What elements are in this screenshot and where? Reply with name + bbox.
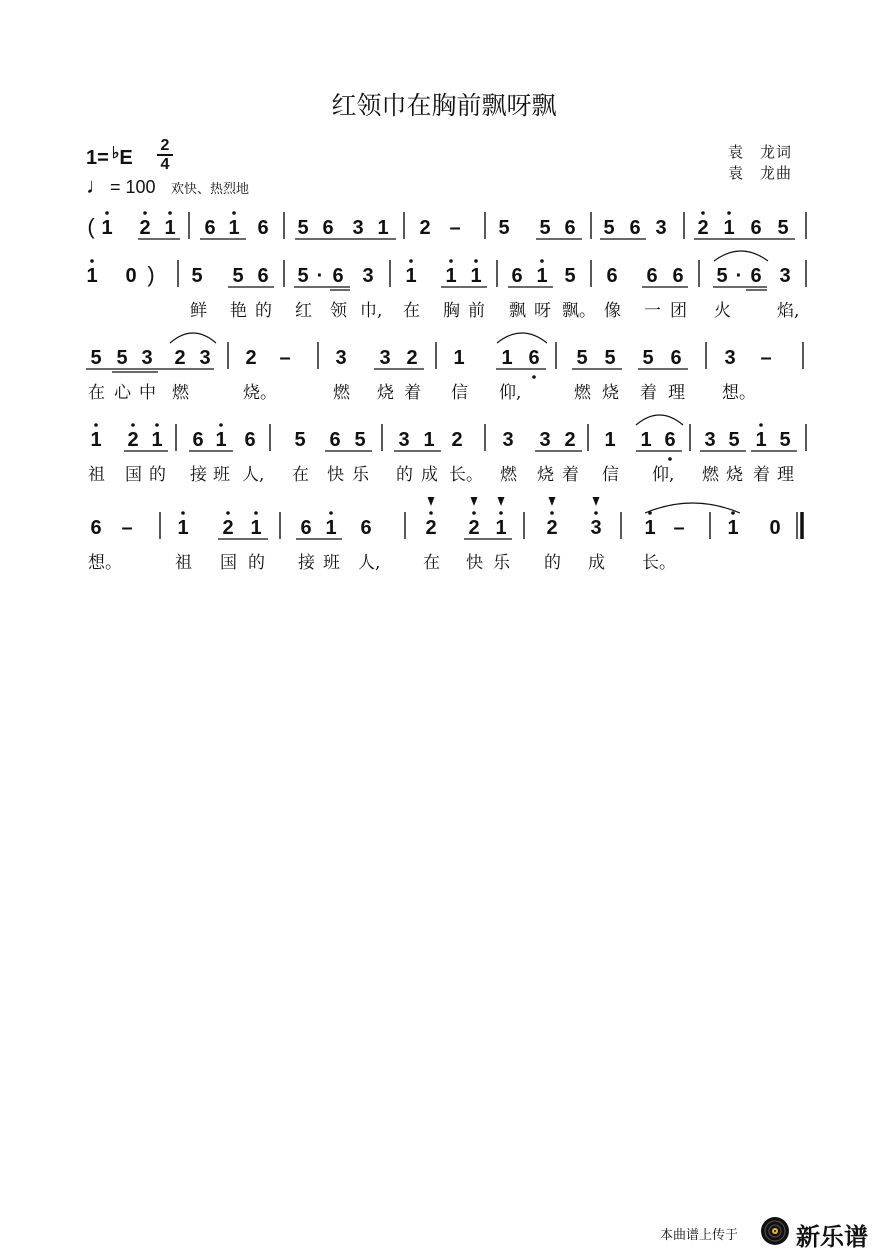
note: 1 <box>501 347 513 369</box>
note: 3 <box>724 347 736 369</box>
lyric-syllable: 长。 <box>642 553 676 573</box>
lyric-syllable: 胸 <box>443 301 460 321</box>
note: 1 <box>151 429 163 451</box>
lyric-syllable: 着 <box>753 465 770 485</box>
note: 6 <box>360 517 372 539</box>
octave-dot-above <box>429 511 433 515</box>
note: 6 <box>244 429 256 451</box>
lyric-syllable: 在 <box>423 553 440 573</box>
note: 2 <box>139 217 151 239</box>
note: 1 <box>644 517 656 539</box>
lyric-syllable: 的 <box>396 465 413 485</box>
note: 3 <box>141 347 153 369</box>
note: 5 <box>716 265 728 287</box>
octave-dot-above <box>155 423 159 427</box>
lyric-syllable: 领 <box>330 301 347 321</box>
lyric-syllable: 祖 <box>88 465 105 485</box>
lyric-syllable: 烧 <box>602 383 619 403</box>
note: 5 <box>116 347 128 369</box>
note: 2 <box>245 347 257 369</box>
note: 5 <box>539 217 551 239</box>
octave-dot-below <box>668 457 672 461</box>
note: 1 <box>495 517 507 539</box>
slur-tie <box>645 503 740 513</box>
note: 5 <box>90 347 102 369</box>
note: 5 <box>603 217 615 239</box>
note: · <box>735 265 743 287</box>
parenthesis: ( <box>87 214 95 239</box>
note: 5 <box>191 265 203 287</box>
lyricist-credit: 袁 龙词 <box>728 143 793 161</box>
lyric-syllable: 乐 <box>493 553 510 573</box>
lyric-syllable: 接 <box>298 553 315 573</box>
note: – <box>449 217 461 239</box>
note: 1 <box>177 517 189 539</box>
note: 6 <box>664 429 676 451</box>
lyric-syllable: 信 <box>451 383 468 403</box>
lyric-syllable: 巾, <box>360 301 383 321</box>
note: 0 <box>125 265 137 287</box>
note: 6 <box>750 217 762 239</box>
lyric-syllable: 快 <box>466 553 483 573</box>
note: 6 <box>750 265 762 287</box>
note: 2 <box>174 347 186 369</box>
note: 5 <box>564 265 576 287</box>
parenthesis: ) <box>147 262 155 287</box>
note: – <box>121 517 133 539</box>
note: 6 <box>606 265 618 287</box>
octave-dot-above <box>594 511 598 515</box>
lyric-syllable: 理 <box>668 383 685 403</box>
note: 1 <box>90 429 102 451</box>
note: 2 <box>406 347 418 369</box>
octave-dot-above <box>226 511 230 515</box>
note: 1 <box>377 217 389 239</box>
lyric-syllable: 红 <box>295 301 312 321</box>
note: 6 <box>670 347 682 369</box>
note: 3 <box>352 217 364 239</box>
note: 1 <box>723 217 735 239</box>
lyric-syllable: 燃 <box>574 383 591 403</box>
note: 1 <box>536 265 548 287</box>
octave-dot-above <box>94 423 98 427</box>
note: 3 <box>199 347 211 369</box>
note: 1 <box>228 217 240 239</box>
note: 5 <box>604 347 616 369</box>
note: 3 <box>379 347 391 369</box>
flat-sign: ♭ <box>111 145 120 162</box>
octave-dot-above <box>701 211 705 215</box>
lyric-syllable: 仰, <box>499 383 522 403</box>
lyric-syllable: 飘 <box>509 301 526 321</box>
lyric-syllable: 成 <box>588 553 605 573</box>
note: 1 <box>86 265 98 287</box>
octave-dot-above <box>550 511 554 515</box>
note: 2 <box>468 517 480 539</box>
octave-dot-above <box>499 511 503 515</box>
lyric-syllable: 着 <box>404 383 421 403</box>
lyric-syllable: 国 <box>125 465 142 485</box>
note: 0 <box>769 517 781 539</box>
note: 1 <box>405 265 417 287</box>
note: 3 <box>398 429 410 451</box>
note: · <box>316 265 324 287</box>
staccato-accent-icon <box>593 497 600 506</box>
octave-dot-above <box>219 423 223 427</box>
lyric-syllable: 团 <box>670 301 687 321</box>
composer-credit: 袁 龙曲 <box>728 164 793 182</box>
note: 1 <box>755 429 767 451</box>
note: 2 <box>697 217 709 239</box>
note: 2 <box>546 517 558 539</box>
note: 2 <box>564 429 576 451</box>
note: 3 <box>590 517 602 539</box>
note: 1 <box>164 217 176 239</box>
tempo-value: = 100 <box>110 177 156 197</box>
lyric-syllable: 乐 <box>352 465 369 485</box>
lyric-syllable: 班 <box>213 465 230 485</box>
lyric-syllable: 的 <box>255 301 272 321</box>
note: 1 <box>445 265 457 287</box>
staccato-accent-icon <box>498 497 505 506</box>
lyric-syllable: 鲜 <box>190 301 207 321</box>
note: 2 <box>451 429 463 451</box>
octave-dot-above <box>472 511 476 515</box>
note: 2 <box>419 217 431 239</box>
octave-dot-above <box>105 211 109 215</box>
octave-dot-above <box>131 423 135 427</box>
octave-dot-above <box>474 259 478 263</box>
octave-dot-above <box>449 259 453 263</box>
song-title: 红领巾在胸前飘呀飘 <box>331 91 557 120</box>
lyric-syllable: 信 <box>602 465 619 485</box>
key-note: E <box>119 147 133 169</box>
time-denominator: 4 <box>160 156 170 173</box>
octave-dot-above <box>90 259 94 263</box>
note: 1 <box>727 517 739 539</box>
upload-notice: 本曲谱上传于 <box>660 1228 739 1243</box>
note: 6 <box>329 429 341 451</box>
note: 5 <box>498 217 510 239</box>
slur-tie <box>170 333 216 343</box>
note: 6 <box>511 265 523 287</box>
lyric-syllable: 飘。 <box>562 301 596 321</box>
score-notation <box>0 0 888 620</box>
lyric-syllable: 着 <box>562 465 579 485</box>
lyric-syllable: 在 <box>292 465 309 485</box>
time-numerator: 2 <box>160 137 170 154</box>
lyric-syllable: 长。 <box>449 465 483 485</box>
note: 1 <box>423 429 435 451</box>
brand-name: 新乐谱 <box>796 1223 868 1251</box>
vinyl-record-icon <box>760 1216 790 1246</box>
quarter-note-icon: ♩ <box>86 173 108 198</box>
lyric-syllable: 人, <box>358 553 381 573</box>
lyric-syllable: 仰, <box>652 465 675 485</box>
lyric-syllable: 着 <box>640 383 657 403</box>
note: 3 <box>335 347 347 369</box>
note: 2 <box>425 517 437 539</box>
lyric-syllable: 一 <box>644 301 661 321</box>
lyric-syllable: 想。 <box>88 553 122 573</box>
lyric-syllable: 燃 <box>702 465 719 485</box>
note: 6 <box>322 217 334 239</box>
octave-dot-above <box>727 211 731 215</box>
lyric-syllable: 烧 <box>537 465 554 485</box>
slur-tie <box>497 333 547 343</box>
note: 5 <box>576 347 588 369</box>
note: 3 <box>704 429 716 451</box>
octave-dot-above <box>409 259 413 263</box>
octave-dot-above <box>168 211 172 215</box>
staccato-accent-icon <box>471 497 478 506</box>
slur-tie <box>714 251 768 261</box>
staccato-accent-icon <box>549 497 556 506</box>
staccato-accent-icon <box>428 497 435 506</box>
slur-tie <box>636 415 683 425</box>
note: 6 <box>90 517 102 539</box>
note: 6 <box>204 217 216 239</box>
lyric-syllable: 接 <box>190 465 207 485</box>
lyric-syllable: 燃 <box>172 383 189 403</box>
note: 1 <box>215 429 227 451</box>
lyric-syllable: 班 <box>323 553 340 573</box>
lyric-syllable: 火 <box>714 301 731 321</box>
lyric-syllable: 在 <box>403 301 420 321</box>
lyric-syllable: 呀 <box>534 301 551 321</box>
lyric-syllable: 艳 <box>230 301 247 321</box>
lyric-syllable: 像 <box>604 301 621 321</box>
note: 3 <box>502 429 514 451</box>
note: 5 <box>297 265 309 287</box>
octave-dot-above <box>232 211 236 215</box>
octave-dot-above <box>759 423 763 427</box>
note: 2 <box>222 517 234 539</box>
note: 3 <box>362 265 374 287</box>
lyric-syllable: 想。 <box>722 383 756 403</box>
note: 6 <box>629 217 641 239</box>
note: 1 <box>101 217 113 239</box>
lyric-syllable: 成 <box>421 465 438 485</box>
key-prefix: 1= <box>86 147 109 169</box>
note: 5 <box>232 265 244 287</box>
note: – <box>673 517 685 539</box>
note: 1 <box>604 429 616 451</box>
octave-dot-above <box>143 211 147 215</box>
lyric-syllable: 国 <box>220 553 237 573</box>
note: 5 <box>779 429 791 451</box>
note: 3 <box>655 217 667 239</box>
note: 1 <box>470 265 482 287</box>
octave-dot-above <box>329 511 333 515</box>
mood-marking: 欢快、热烈地 <box>171 182 250 197</box>
octave-dot-above <box>540 259 544 263</box>
lyric-syllable: 祖 <box>175 553 192 573</box>
note: 6 <box>528 347 540 369</box>
note: 5 <box>642 347 654 369</box>
note: 6 <box>257 265 269 287</box>
octave-dot-below <box>532 375 536 379</box>
note: 6 <box>192 429 204 451</box>
note: 5 <box>728 429 740 451</box>
lyric-syllable: 烧 <box>726 465 743 485</box>
note: 1 <box>453 347 465 369</box>
lyric-syllable: 的 <box>149 465 166 485</box>
lyric-syllable: 快 <box>327 465 344 485</box>
note: 5 <box>297 217 309 239</box>
note: 6 <box>300 517 312 539</box>
note: – <box>279 347 291 369</box>
lyric-syllable: 焰, <box>777 301 800 321</box>
lyric-syllable: 燃 <box>500 465 517 485</box>
lyric-syllable: 理 <box>777 465 794 485</box>
lyric-syllable: 中 <box>139 383 156 403</box>
lyric-syllable: 燃 <box>333 383 350 403</box>
note: 1 <box>325 517 337 539</box>
note: 6 <box>257 217 269 239</box>
note: 6 <box>646 265 658 287</box>
lyric-syllable: 在 <box>88 383 105 403</box>
lyric-syllable: 前 <box>468 301 485 321</box>
note: 3 <box>779 265 791 287</box>
note: 6 <box>332 265 344 287</box>
note: 6 <box>564 217 576 239</box>
note: 5 <box>294 429 306 451</box>
note: 3 <box>539 429 551 451</box>
lyric-syllable: 的 <box>248 553 265 573</box>
note: 1 <box>250 517 262 539</box>
note: 1 <box>640 429 652 451</box>
note: 6 <box>672 265 684 287</box>
lyric-syllable: 心 <box>114 383 131 403</box>
note: – <box>760 347 772 369</box>
lyric-syllable: 的 <box>544 553 561 573</box>
octave-dot-above <box>731 511 735 515</box>
lyric-syllable: 烧。 <box>243 383 277 403</box>
note: 5 <box>777 217 789 239</box>
note: 5 <box>354 429 366 451</box>
note: 2 <box>127 429 139 451</box>
octave-dot-above <box>181 511 185 515</box>
lyric-syllable: 人, <box>242 465 265 485</box>
octave-dot-above <box>254 511 258 515</box>
lyric-syllable: 烧 <box>377 383 394 403</box>
